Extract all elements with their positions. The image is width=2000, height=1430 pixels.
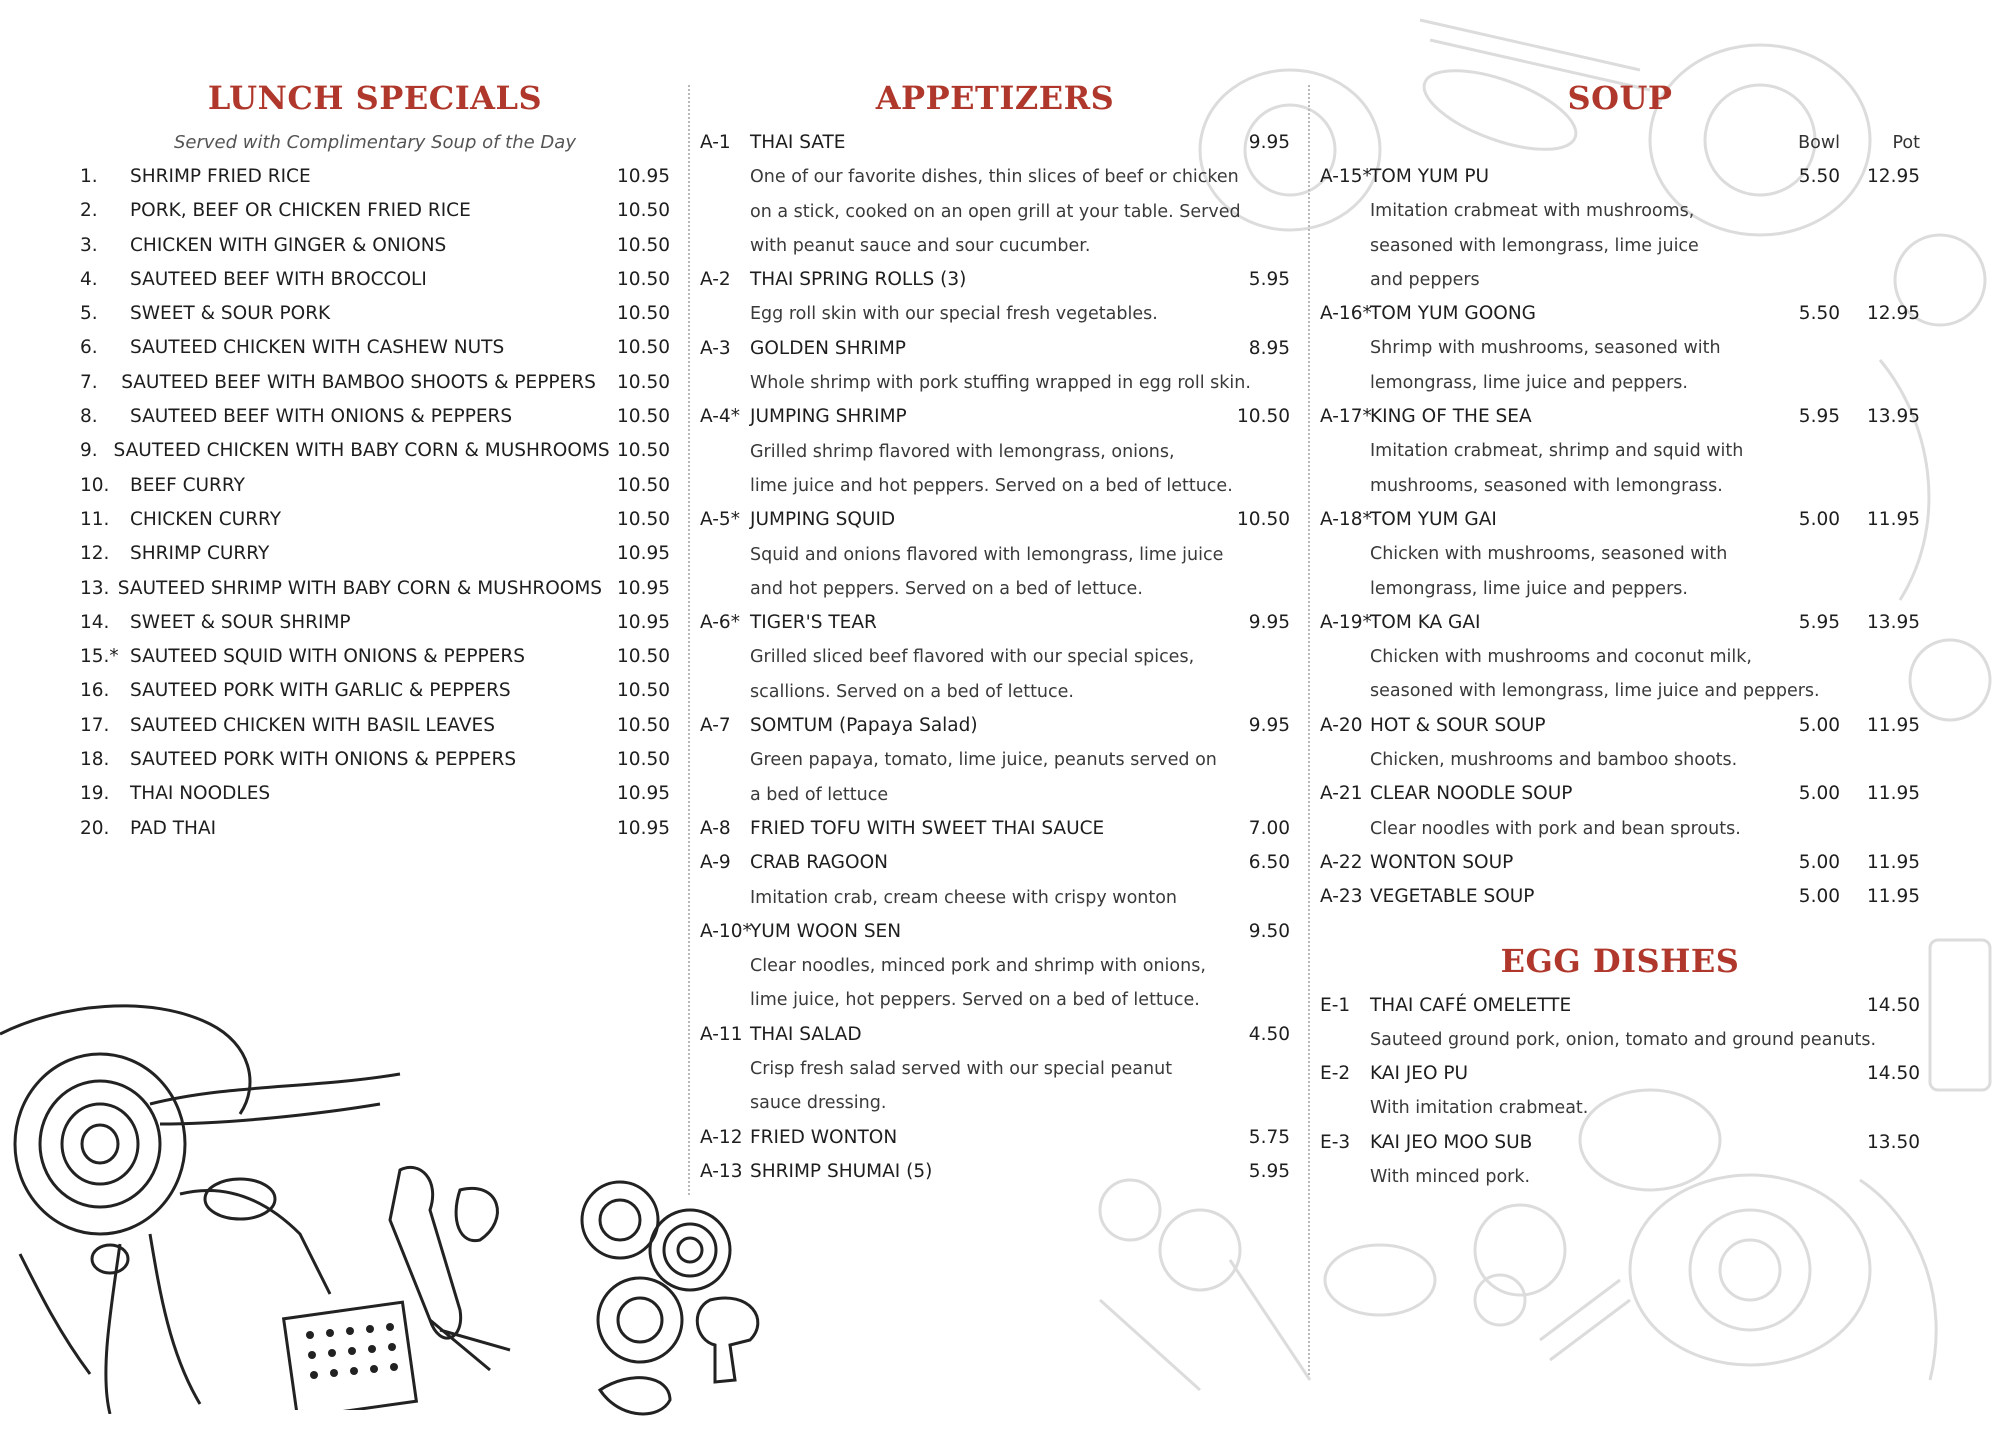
item-code: A-20 — [1320, 714, 1363, 736]
pot-price: 11.95 — [1867, 886, 1920, 908]
item-code: A-23 — [1320, 886, 1363, 908]
mushrooms-illustration-icon — [560, 1170, 780, 1430]
item-price: 10.50 — [1237, 406, 1290, 428]
item-price: 10.50 — [617, 474, 670, 496]
menu-item-row — [80, 674, 670, 708]
item-name: SAUTEED BEEF WITH ONIONS & PEPPERS — [130, 406, 513, 428]
item-name: WONTON SOUP — [1370, 851, 1514, 873]
item-number: 1. — [80, 166, 98, 187]
item-description: With imitation crabmeat. — [1370, 1098, 1589, 1119]
item-name: SHRIMP CURRY — [130, 543, 270, 565]
item-number: 5. — [80, 303, 98, 325]
soup-price-header — [1320, 126, 1920, 160]
item-number: 15.* — [80, 646, 119, 668]
item-name: TOM KA GAI — [1370, 611, 1481, 633]
menu-item-row — [80, 743, 670, 777]
item-price: 10.50 — [617, 303, 670, 325]
vegetables-illustration-icon — [270, 1150, 670, 1410]
item-price: 9.95 — [1248, 612, 1290, 634]
item-number: 11. — [80, 508, 110, 530]
item-price: 4.50 — [1248, 1023, 1290, 1045]
item-price: 10.95 — [617, 577, 670, 599]
menu-item-row — [80, 606, 670, 640]
item-description: Egg roll skin with our special fresh vegetables. — [750, 304, 1158, 325]
item-code: A-12 — [700, 1126, 743, 1148]
item-description: mushrooms, seasoned with lemongrass. — [1370, 475, 1723, 496]
appetizers-list — [700, 126, 1290, 1189]
soup-section — [1320, 70, 1920, 1194]
item-number: 10. — [80, 474, 110, 496]
menu-item-row — [80, 434, 670, 468]
item-description: Imitation crabmeat, shrimp and squid with — [1370, 441, 1744, 462]
item-code: A-11 — [700, 1023, 743, 1045]
item-number: 18. — [80, 749, 110, 771]
item-name: FRIED WONTON — [750, 1126, 898, 1148]
menu-item-row — [1320, 709, 1920, 743]
item-price: 10.95 — [617, 543, 670, 565]
item-number: 3. — [80, 234, 98, 256]
item-description: Grilled sliced beef flavored with our special spices, — [750, 647, 1195, 668]
item-number: 8. — [80, 406, 98, 428]
item-name: VEGETABLE SOUP — [1370, 886, 1535, 908]
bowl-label: Bowl — [1798, 133, 1840, 153]
menu-item-row — [80, 194, 670, 228]
menu-item-row — [700, 846, 1290, 880]
item-code: A-2 — [700, 269, 731, 291]
menu-item-row — [80, 640, 670, 674]
item-number: 9. — [80, 440, 98, 462]
item-code: A-22 — [1320, 851, 1363, 873]
menu-item-row — [80, 400, 670, 434]
item-code: A-18* — [1320, 508, 1372, 530]
menu-item-row — [1320, 1126, 1920, 1160]
item-code: A-4* — [700, 406, 740, 428]
menu-item-row — [80, 263, 670, 297]
item-price: 10.95 — [617, 166, 670, 187]
item-code: A-8 — [700, 817, 731, 839]
menu-item-row — [700, 126, 1290, 160]
item-name: KING OF THE SEA — [1370, 406, 1532, 428]
item-name: HOT & SOUR SOUP — [1370, 714, 1546, 736]
menu-item-row — [80, 229, 670, 263]
item-description: with peanut sauce and sour cucumber. — [750, 235, 1091, 256]
item-name: JUMPING SHRIMP — [750, 406, 907, 428]
item-number: 4. — [80, 268, 98, 290]
item-name: CRAB RAGOON — [750, 852, 888, 874]
item-price: 5.75 — [1248, 1126, 1290, 1148]
item-description: on a stick, cooked on an open grill at your table. Served — [750, 201, 1241, 222]
item-number: 7. — [80, 371, 98, 393]
item-price: 10.50 — [617, 646, 670, 668]
item-name: GOLDEN SHRIMP — [750, 337, 906, 359]
item-description: Chicken with mushrooms, seasoned with — [1370, 544, 1728, 565]
item-name: SHRIMP SHUMAI (5) — [750, 1160, 933, 1182]
item-number: 6. — [80, 337, 98, 359]
item-name: SAUTEED CHICKEN WITH BASIL LEAVES — [130, 714, 495, 736]
soup-list — [1320, 160, 1920, 915]
menu-item-row — [1320, 1057, 1920, 1091]
item-code: A-1 — [700, 132, 731, 153]
item-name: THAI SALAD — [750, 1023, 862, 1045]
item-code: E-2 — [1320, 1063, 1351, 1085]
item-price: 10.50 — [617, 714, 670, 736]
menu-item-row — [1320, 777, 1920, 811]
bowl-price: 5.00 — [1798, 508, 1840, 530]
lunch-specials-title: LUNCH SPECIALS — [207, 79, 543, 117]
menu-item-row — [80, 503, 670, 537]
item-description: seasoned with lemongrass, lime juice and peppers. — [1370, 681, 1820, 702]
item-price: 9.95 — [1248, 132, 1290, 153]
item-description: Chicken, mushrooms and bamboo shoots. — [1370, 750, 1738, 771]
item-price: 14.50 — [1867, 1063, 1920, 1085]
item-name: SAUTEED PORK WITH GARLIC & PEPPERS — [130, 680, 511, 702]
item-price: 5.95 — [1248, 269, 1290, 291]
item-code: E-3 — [1320, 1131, 1351, 1153]
menu-item-row — [700, 263, 1290, 297]
item-name: THAI SPRING ROLLS (3) — [750, 269, 967, 291]
item-name: PORK, BEEF OR CHICKEN FRIED RICE — [130, 200, 471, 222]
item-price: 10.50 — [617, 680, 670, 702]
pot-price: 12.95 — [1867, 166, 1920, 187]
item-code: A-3 — [700, 337, 731, 359]
menu-item-row — [700, 1155, 1290, 1189]
menu-item-row — [700, 400, 1290, 434]
item-description: lime juice and hot peppers. Served on a bed of lettuce. — [750, 475, 1233, 496]
item-name: SOMTUM (Papaya Salad) — [750, 715, 978, 737]
menu-item-row — [700, 503, 1290, 537]
pot-label: Pot — [1892, 133, 1920, 153]
item-name: SWEET & SOUR SHRIMP — [130, 611, 351, 633]
pot-price: 11.95 — [1867, 783, 1920, 805]
item-name: SAUTEED SHRIMP WITH BABY CORN & MUSHROOMS — [117, 577, 603, 599]
item-code: A-21 — [1320, 783, 1363, 805]
item-price: 10.50 — [617, 440, 670, 462]
item-code: E-1 — [1320, 994, 1351, 1016]
item-description: sauce dressing. — [750, 1093, 887, 1114]
column-divider — [1308, 85, 1310, 1375]
seafood-illustration-icon — [0, 994, 800, 1414]
column-divider — [688, 85, 690, 1195]
item-description: Imitation crabmeat with mushrooms, — [1370, 201, 1695, 222]
item-description: Crisp fresh salad served with our special peanut — [750, 1059, 1173, 1080]
pot-price: 13.95 — [1867, 611, 1920, 633]
item-name: BEEF CURRY — [130, 474, 245, 496]
item-price: 9.95 — [1248, 715, 1290, 737]
egg-dishes-list — [1320, 989, 1920, 1195]
item-price: 6.50 — [1248, 852, 1290, 874]
pot-price: 11.95 — [1867, 508, 1920, 530]
menu-item-row — [700, 915, 1290, 949]
item-price: 10.95 — [617, 817, 670, 839]
item-name: SHRIMP FRIED RICE — [130, 166, 311, 187]
pot-price: 11.95 — [1867, 714, 1920, 736]
appetizers-section — [700, 70, 1290, 1189]
item-name: JUMPING SQUID — [750, 509, 896, 531]
item-name: CLEAR NOODLE SOUP — [1370, 783, 1573, 805]
bowl-price: 5.00 — [1798, 851, 1840, 873]
bowl-price: 5.50 — [1798, 303, 1840, 325]
menu-item-row — [1320, 880, 1920, 914]
item-description: and peppers — [1370, 269, 1480, 290]
bowl-price: 5.50 — [1798, 166, 1840, 187]
item-price: 10.95 — [617, 783, 670, 805]
item-price: 10.50 — [617, 268, 670, 290]
menu-item-row — [1320, 846, 1920, 880]
menu-item-row — [80, 331, 670, 365]
soup-title: SOUP — [1567, 79, 1673, 117]
item-number: 16. — [80, 680, 110, 702]
item-name: SAUTEED PORK WITH ONIONS & PEPPERS — [130, 749, 517, 771]
item-name: TIGER'S TEAR — [750, 612, 877, 634]
item-code: A-15* — [1320, 166, 1372, 187]
menu-item-row — [700, 709, 1290, 743]
menu-item-row — [1320, 400, 1920, 434]
appetizers-title: APPETIZERS — [875, 79, 1115, 117]
item-name: YUM WOON SEN — [750, 920, 902, 942]
item-number: 17. — [80, 714, 110, 736]
item-price: 13.50 — [1867, 1131, 1920, 1153]
menu-item-row — [700, 812, 1290, 846]
item-description: Green papaya, tomato, lime juice, peanuts served on — [750, 750, 1217, 771]
item-description: With minced pork. — [1370, 1167, 1531, 1188]
item-number: 14. — [80, 611, 110, 633]
bowl-price: 5.00 — [1798, 886, 1840, 908]
item-number: 19. — [80, 783, 110, 805]
item-description: Whole shrimp with pork stuffing wrapped in egg roll skin. — [750, 373, 1251, 394]
item-name: CHICKEN CURRY — [130, 508, 282, 530]
item-code: A-16* — [1320, 303, 1372, 325]
item-price: 9.50 — [1248, 920, 1290, 942]
pot-price: 12.95 — [1867, 303, 1920, 325]
item-number: 2. — [80, 200, 98, 222]
item-description: Squid and onions flavored with lemongrass, lime juice — [750, 544, 1224, 565]
item-price: 7.00 — [1248, 817, 1290, 839]
item-description: Sauteed ground pork, onion, tomato and ground peanuts. — [1370, 1029, 1877, 1050]
item-name: KAI JEO MOO SUB — [1370, 1131, 1533, 1153]
item-price: 10.50 — [617, 371, 670, 393]
menu-item-row — [80, 777, 670, 811]
menu-item-row — [80, 709, 670, 743]
item-name: TOM YUM GAI — [1370, 508, 1497, 530]
menu-item-row — [700, 332, 1290, 366]
item-price: 5.95 — [1248, 1160, 1290, 1182]
item-code: A-9 — [700, 852, 731, 874]
pot-price: 11.95 — [1867, 851, 1920, 873]
item-price: 8.95 — [1248, 337, 1290, 359]
item-price: 10.50 — [617, 406, 670, 428]
menu-item-row — [80, 366, 670, 400]
menu-item-row — [1320, 989, 1920, 1023]
item-description: Chicken with mushrooms and coconut milk, — [1370, 647, 1752, 668]
item-price: 10.50 — [617, 749, 670, 771]
item-code: A-19* — [1320, 611, 1372, 633]
item-description: lemongrass, lime juice and peppers. — [1370, 578, 1688, 599]
menu-item-row — [80, 160, 670, 194]
item-description: Imitation crab, cream cheese with crispy wonton — [750, 887, 1178, 908]
item-name: FRIED TOFU WITH SWEET THAI SAUCE — [750, 817, 1105, 839]
item-name: SAUTEED CHICKEN WITH BABY CORN & MUSHROOMS — [113, 440, 610, 462]
item-description: Grilled shrimp flavored with lemongrass, onions, — [750, 441, 1175, 462]
item-name: TOM YUM GOONG — [1370, 303, 1537, 325]
item-name: THAI NOODLES — [130, 783, 271, 805]
item-name: SAUTEED BEEF WITH BAMBOO SHOOTS & PEPPERS — [121, 371, 596, 393]
item-name: KAI JEO PU — [1370, 1063, 1469, 1085]
item-name: THAI CAFÉ OMELETTE — [1370, 994, 1572, 1016]
item-description: Clear noodles with pork and bean sprouts. — [1370, 818, 1741, 839]
item-description: lime juice, hot peppers. Served on a bed of lettuce. — [750, 990, 1200, 1011]
item-code: A-17* — [1320, 406, 1372, 428]
item-name: SAUTEED SQUID WITH ONIONS & PEPPERS — [130, 646, 525, 668]
menu-item-row — [1320, 297, 1920, 331]
item-description: scallions. Served on a bed of lettuce. — [750, 681, 1074, 702]
menu-item-row — [1320, 160, 1920, 194]
item-price: 10.50 — [617, 234, 670, 256]
item-name: CHICKEN WITH GINGER & ONIONS — [130, 234, 447, 256]
item-name: PAD THAI — [130, 817, 217, 839]
item-number: 20. — [80, 817, 110, 839]
item-price: 10.50 — [617, 200, 670, 222]
item-price: 14.50 — [1867, 994, 1920, 1016]
bowl-price: 5.95 — [1798, 611, 1840, 633]
item-number: 13. — [80, 577, 110, 599]
egg-dishes-title: EGG DISHES — [1500, 941, 1740, 980]
item-description: Shrimp with mushrooms, seasoned with — [1370, 338, 1721, 359]
item-code: A-7 — [700, 715, 731, 737]
menu-item-row — [80, 572, 670, 606]
item-code: A-6* — [700, 612, 740, 634]
item-price: 10.50 — [617, 337, 670, 359]
item-code: A-5* — [700, 509, 740, 531]
menu-item-row — [80, 537, 670, 571]
pot-price: 13.95 — [1867, 406, 1920, 428]
lunch-specials-subtitle: Served with Complimentary Soup of the Day — [174, 132, 576, 153]
item-name: SWEET & SOUR PORK — [130, 303, 331, 325]
item-description: seasoned with lemongrass, lime juice — [1370, 235, 1699, 256]
lunch-specials-section — [80, 70, 670, 846]
item-code: A-13 — [700, 1160, 743, 1182]
bowl-price: 5.95 — [1798, 406, 1840, 428]
menu-item-row — [700, 1121, 1290, 1155]
item-name: SAUTEED CHICKEN WITH CASHEW NUTS — [130, 337, 505, 359]
menu-item-row — [1320, 503, 1920, 537]
menu-item-row — [80, 812, 670, 846]
bowl-price: 5.00 — [1798, 714, 1840, 736]
item-description: One of our favorite dishes, thin slices of beef or chicken — [750, 167, 1239, 188]
item-price: 10.50 — [1237, 509, 1290, 531]
item-name: TOM YUM PU — [1370, 166, 1490, 187]
bowl-price: 5.00 — [1798, 783, 1840, 805]
item-price: 10.50 — [617, 508, 670, 530]
item-price: 10.95 — [617, 611, 670, 633]
item-number: 12. — [80, 543, 110, 565]
menu-item-row — [700, 606, 1290, 640]
item-description: Clear noodles, minced pork and shrimp with onions, — [750, 956, 1206, 977]
item-name: SAUTEED BEEF WITH BROCCOLI — [130, 268, 427, 290]
item-description: and hot peppers. Served on a bed of lettuce. — [750, 578, 1143, 599]
menu-item-row — [700, 1018, 1290, 1052]
menu-item-row — [80, 297, 670, 331]
menu-item-row — [1320, 606, 1920, 640]
item-description: lemongrass, lime juice and peppers. — [1370, 372, 1688, 393]
menu-item-row — [80, 469, 670, 503]
item-code: A-10* — [700, 920, 752, 942]
item-description: a bed of lettuce — [750, 784, 889, 805]
item-name: THAI SATE — [750, 132, 846, 153]
lunch-list — [80, 160, 670, 846]
